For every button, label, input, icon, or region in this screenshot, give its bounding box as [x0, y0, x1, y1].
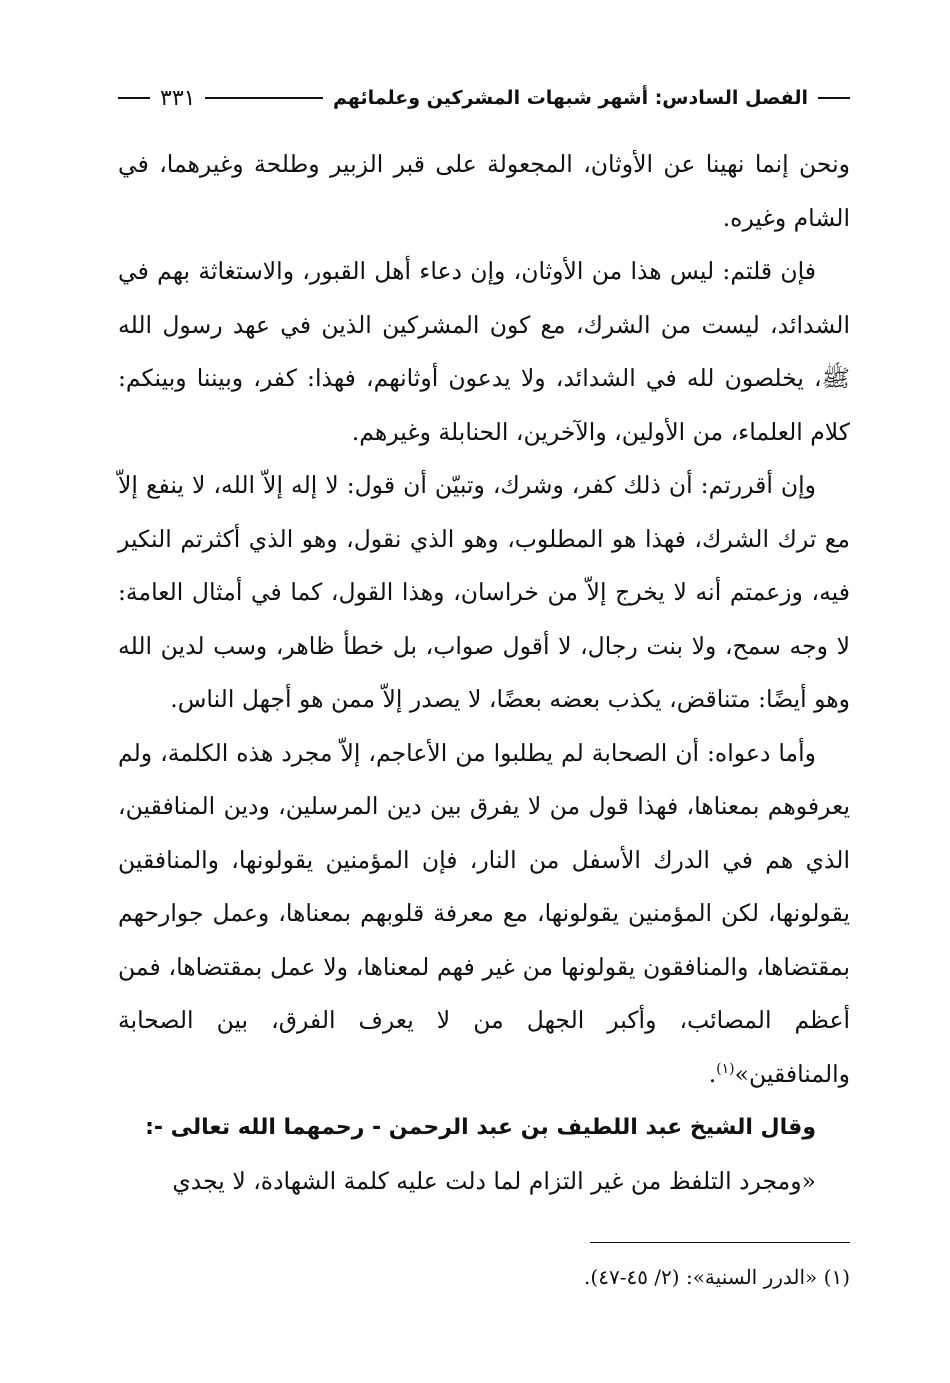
header-dash-left	[118, 97, 150, 99]
footnote-reference[interactable]: (١)	[716, 1060, 735, 1077]
header-dash-right	[818, 97, 850, 99]
quote-attribution: وقال الشيخ عبد اللطيف بن عبد الرحمن - رحمهما الله تعالى -:	[145, 1115, 816, 1140]
body-text	[118, 138, 850, 1208]
page-number: ٣٣١	[160, 85, 196, 111]
footnote: (١) «الدرر السنية»: (٢/ ٤٥-٤٧).	[584, 1265, 850, 1289]
running-title: الفصل السادس: أشهر شبهات المشركين وعلمائهم	[333, 87, 808, 109]
paragraph-4-end: .	[708, 1059, 717, 1088]
header-rule	[205, 97, 323, 99]
paragraph-1: ونحن إنما نهينا عن الأوثان، المجعولة على قبر الزبير وطلحة وغيرهما، في الشام وغيره.	[118, 150, 850, 232]
paragraph-4-text: وأما دعواه: أن الصحابة لم يطلبوا من الأعاجم، إلاّ مجرد هذه الكلمة، ولم يعرفوهم بمعناها، فهذا قول من لا يفرق بين دين المرسلين، ودين المنافقين، الذي هم في الدرك الأسفل من النار، فإن المؤمنين يقولونها، والمنافقين يقولونها، لكن المؤمنين يقولونها، مع معرفة قلوبهم بمعناها، وعمل جوارحهم بمقتضاها، والمنافقون يقولونها من غير فهم لمعناها، ولا عمل بمقتضاها، فمن أعظم المصائب، وأكبر الجهل من لا يعرف الفرق، بين الصحابة والمنافقين»	[118, 738, 850, 1088]
footnote-separator	[590, 1242, 850, 1243]
paragraph-4	[118, 727, 850, 1102]
paragraph-6: «ومجرد التلفظ من غير التزام لما دلت عليه كلمة الشهادة، لا يجدي	[172, 1166, 816, 1195]
paragraph-2: فإن قلتم: ليس هذا من الأوثان، وإن دعاء أهل القبور، والاستغاثة بهم في الشدائد، ليست من الشرك، مع كون المشركين الذين في عهد رسول الله ﷺ، يخلصون لله في الشدائد، ولا يدعون أوثانهم، فهذا: كفر، وبيننا وبينكم: كلام العلماء، من الأولين، والآخرين، الحنابلة وغيرهم.	[118, 257, 850, 446]
paragraph-3: وإن أقررتم: أن ذلك كفر، وشرك، وتبيّن أن قول: لا إله إلاّ الله، لا ينفع إلاّ مع ترك الشرك، فهذا هو المطلوب، وهو الذي نقول، وهو الذي أكثرتم النكير فيه، وزعمتم أنه لا يخرج إلاّ من خراسان، وهذا القول، كما في أمثال العامة: لا وجه سمح، ولا بنت رجال، لا أقول صواب، بل خطأ ظاهر، وسب لدين الله وهو أيضًا: متناقض، يكذب بعضه بعضًا، لا يصدر إلاّ ممن هو أجهل الناس.	[118, 471, 850, 713]
page-header	[118, 78, 850, 118]
